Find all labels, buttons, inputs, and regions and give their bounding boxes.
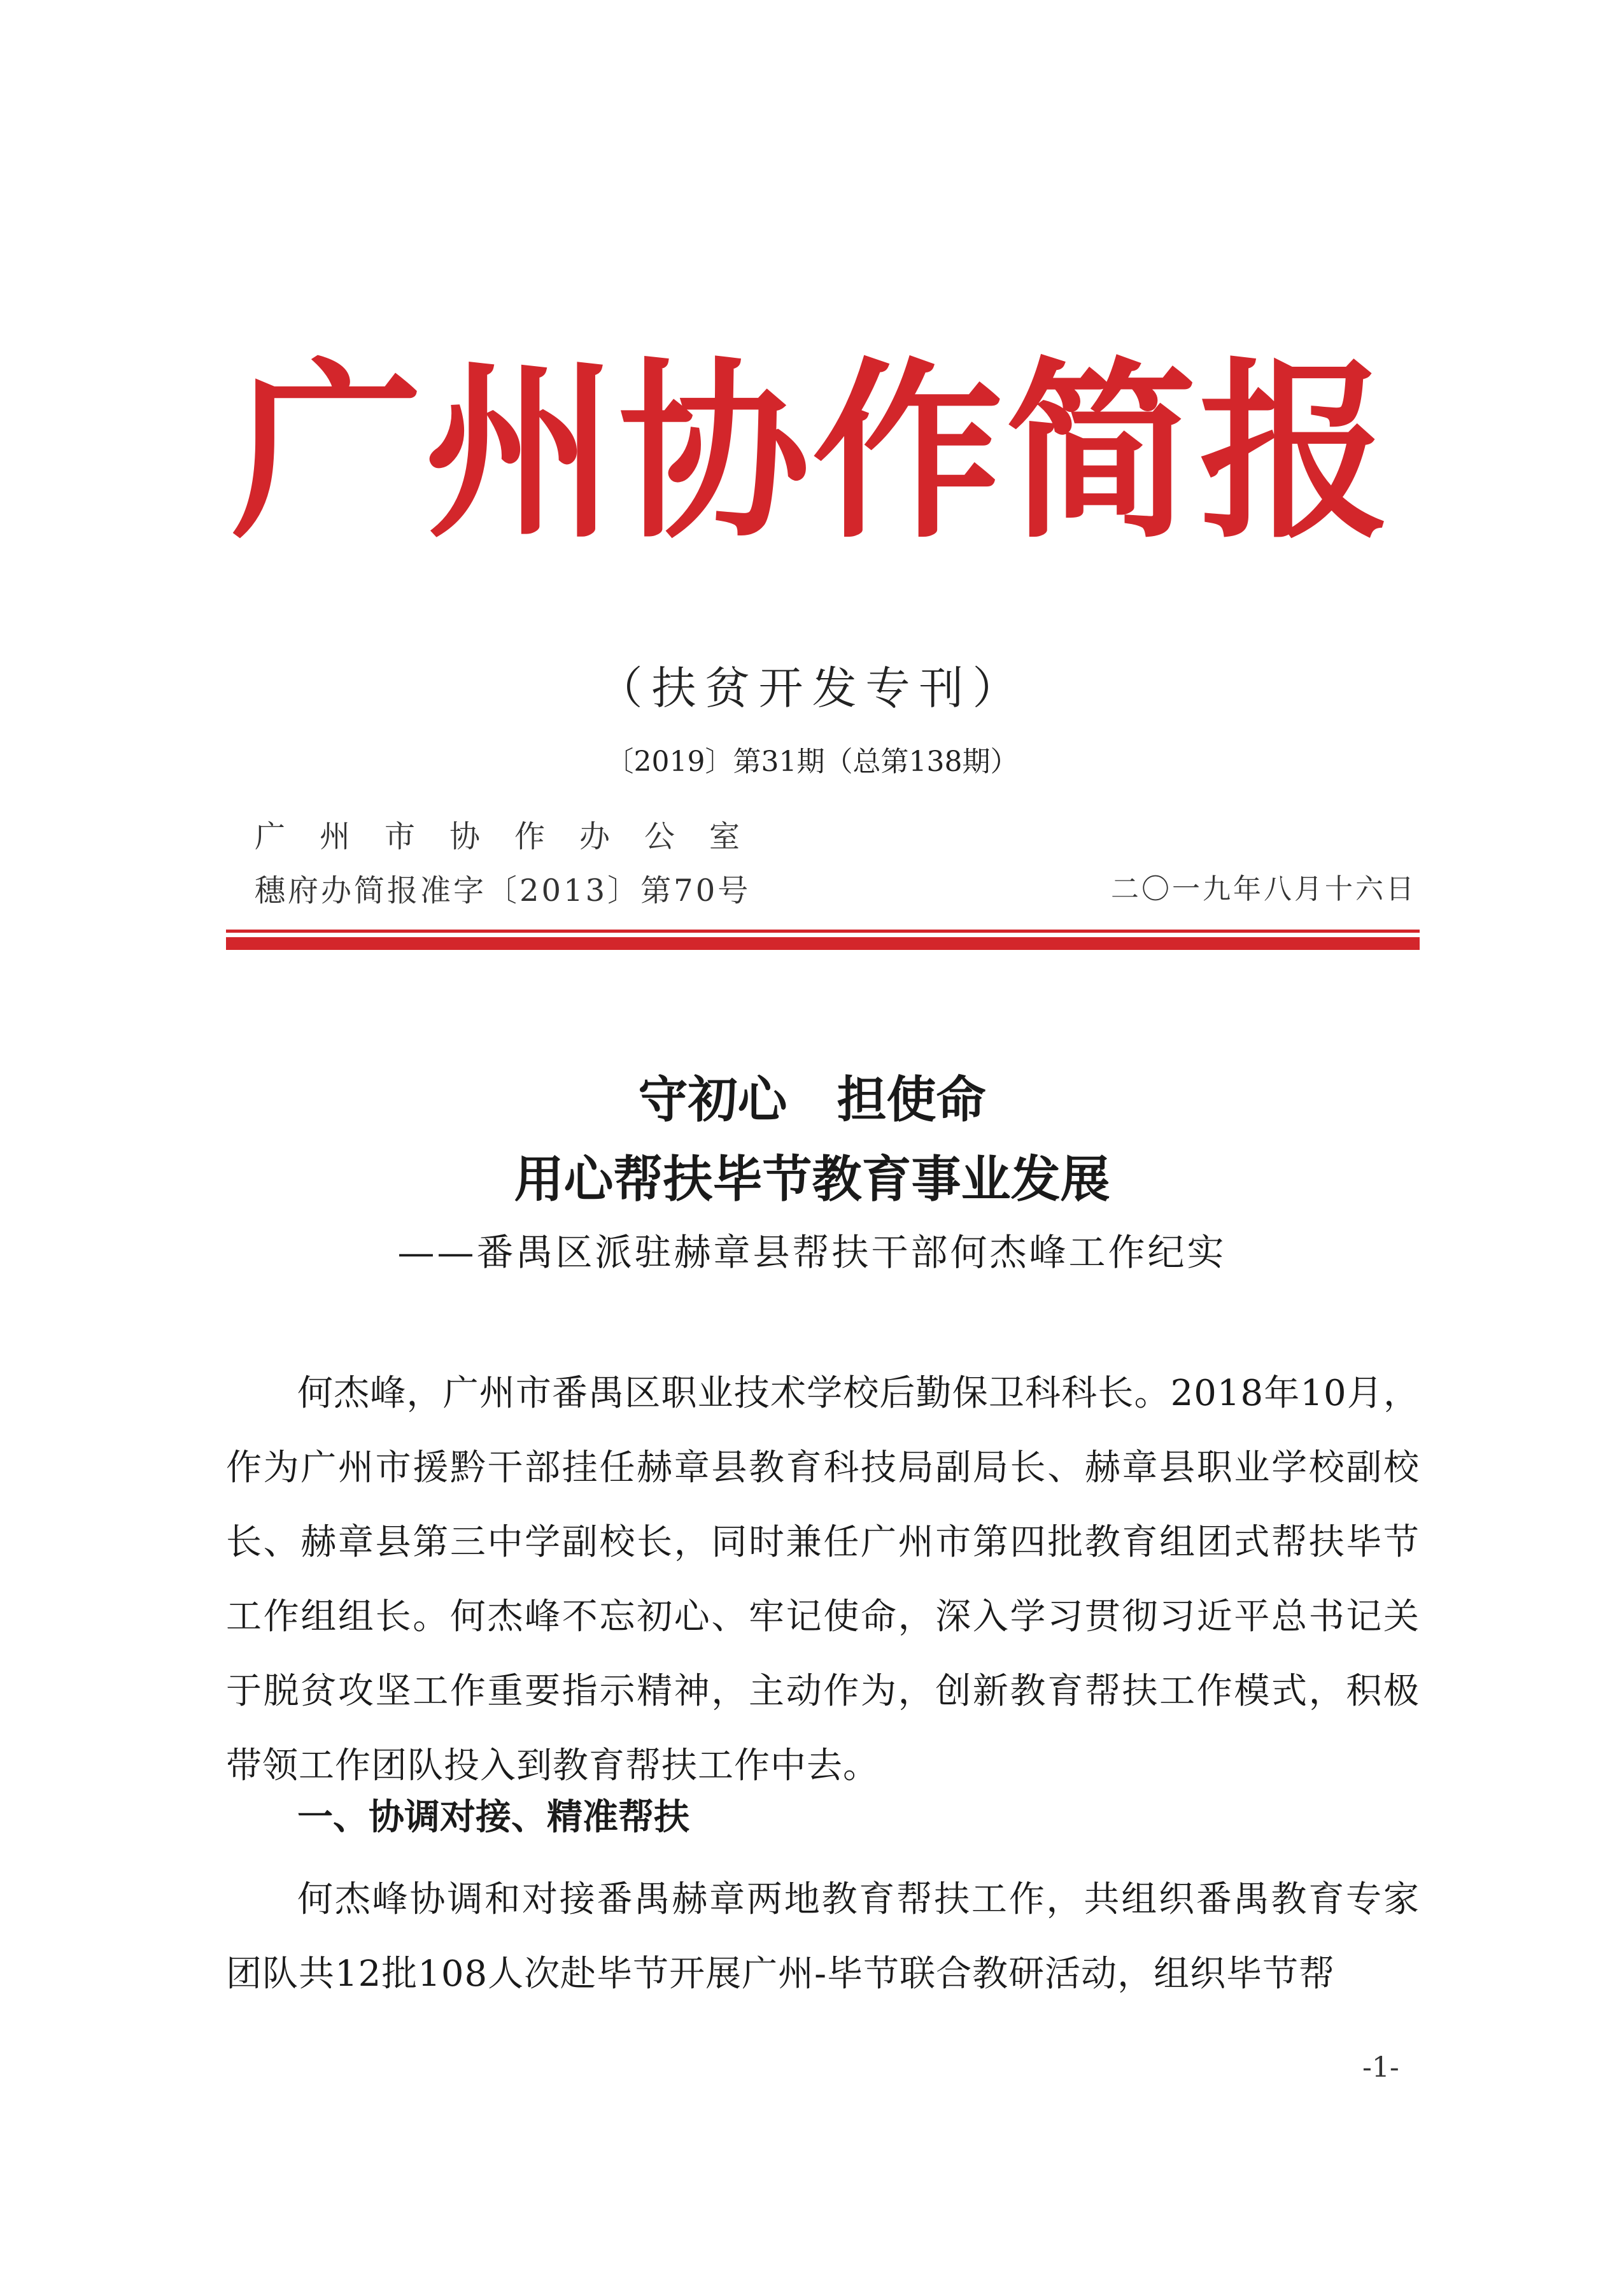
masthead: 广州协作简报: [231, 339, 1393, 564]
special-issue-label: （扶贫开发专刊）: [598, 662, 1026, 714]
header-rule-thin: [226, 930, 1420, 933]
article-title-line-2: 用心帮扶毕节教育事业发展: [514, 1150, 1110, 1208]
issuer: 广州市协作办公室: [255, 819, 775, 854]
article-subtitle: ——番禺区派驻赫章县帮扶干部何杰峰工作纪实: [397, 1231, 1227, 1274]
body-paragraph-2: 何杰峰协调和对接番禺赫章两地教育帮扶工作，共组织番禺教育专家团队共12批108人次赴毕节开展广州-毕节联合教研活动，组织毕节帮: [226, 1879, 1420, 1995]
header-rule-thick: [226, 937, 1420, 950]
issue-number: 〔2019〕第31期（总第138期）: [605, 746, 1019, 778]
approval-number: 穗府办简报准字〔2013〕第70号: [255, 873, 751, 909]
body-paragraph-1: 何杰峰，广州市番禺区职业技术学校后勤保卫科科长。2018年10月，作为广州市援黔干部挂任赫章县教育科技局副局长、赫章县职业学校副校长、赫章县第三中学副校长，同时兼任广州市第四批教育组团式帮扶毕节工作组组长。何杰峰不忘初心、牢记使命，深入学习贯彻习近平总书记关于脱贫攻坚工作重要指示精神，主动作为，创新教育帮扶工作模式，积极带领工作团队投入到教育帮扶工作中去。: [226, 1373, 1420, 1786]
page-number: -1-: [1362, 2051, 1399, 2084]
issue-date: 二〇一九年八月十六日: [1111, 873, 1416, 905]
section-heading: 一、协调对接、精准帮扶: [297, 1796, 689, 1838]
article-title-line-1: 守初心 担使命: [638, 1071, 986, 1129]
